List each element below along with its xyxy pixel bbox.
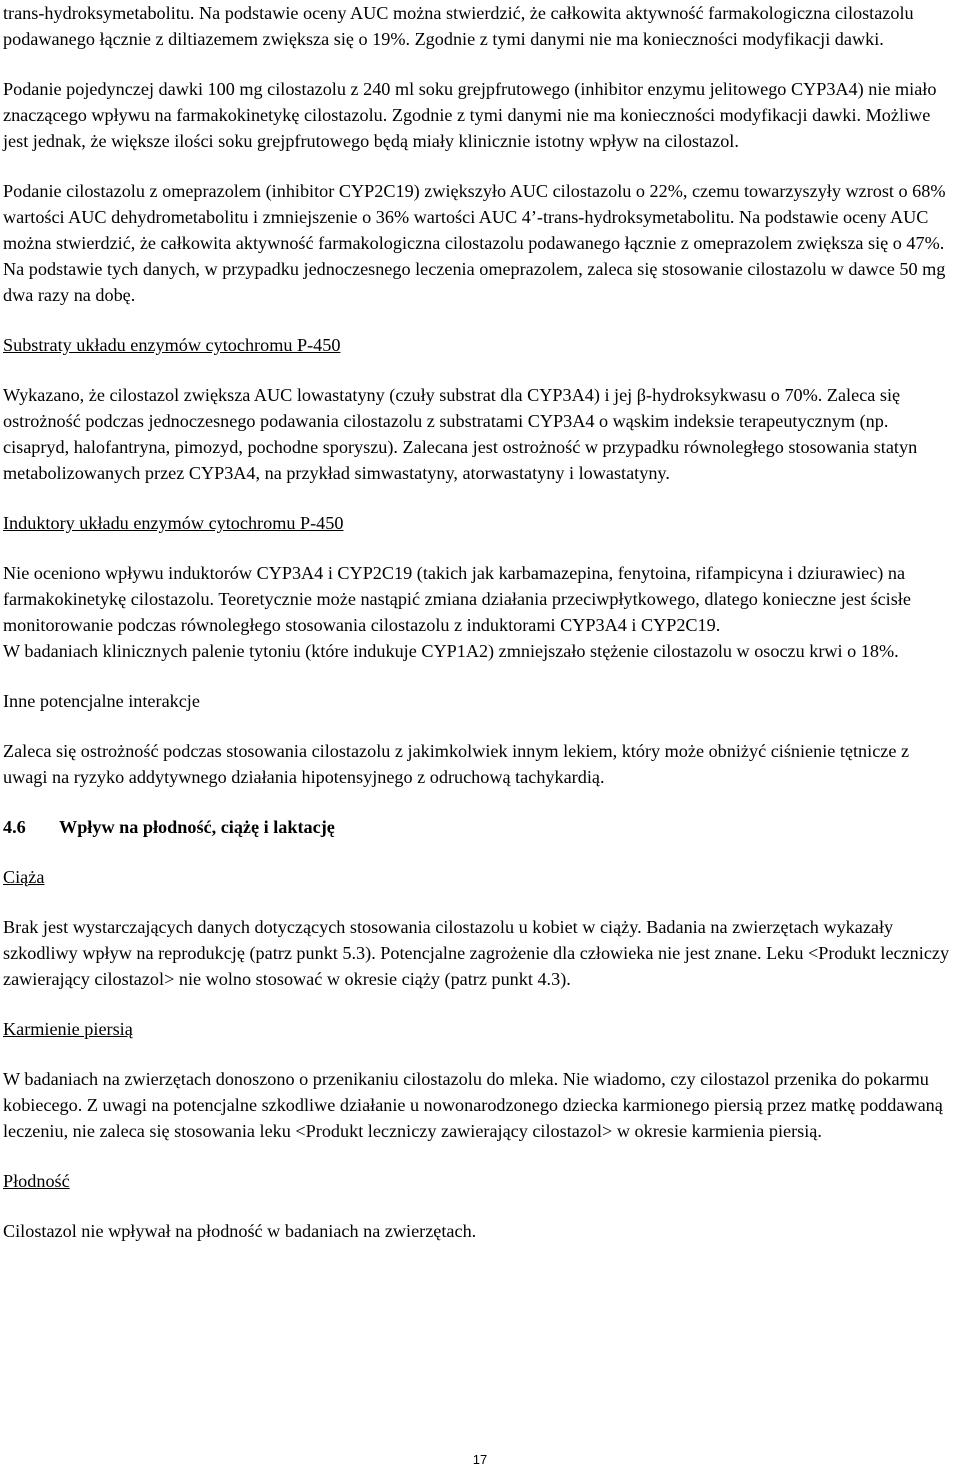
heading-breastfeeding [3, 1016, 957, 1042]
paragraph-smoking: W badaniach klinicznych palenie tytoniu (które indukuje CYP1A2) zmniejszało stężenie cilostazolu w osoczu krwi o 18%. [3, 641, 899, 661]
paragraph-grapefruit: Podanie pojedynczej dawki 100 mg cilostazolu z 240 ml soku grejpfrutowego (inhibitor enzymu jelitowego CYP3A4) nie miało znaczącego wpływu na farmakokinetykę cilostazolu. Zgodnie z tymi danymi nie ma konieczności modyfikacji dawki. Możliwe jest jednak, że większe ilości soku grejpfrutowego będą miały klinicznie istotny wpływ na cilostazol. [3, 79, 937, 151]
section-heading [3, 814, 957, 840]
page-number: 17 [472, 1452, 488, 1467]
heading-pregnancy [3, 864, 957, 890]
section-title: Wpływ na płodność, ciążę i laktację [59, 817, 335, 837]
heading-fertility-text: Płodność [3, 1171, 70, 1191]
paragraph-fertility: Cilostazol nie wpływał na płodność w badaniach na zwierzętach. [3, 1221, 477, 1241]
paragraph-diltiazem: trans-hydroksymetabolitu. Na podstawie oceny AUC można stwierdzić, że całkowita aktywność farmakologiczna cilostazolu podawanego łącznie z diltiazemem zwiększa się o 19%. Zgodnie z tymi danymi nie ma konieczności modyfikacji dawki. [3, 3, 914, 49]
heading-pregnancy-text: Ciąża [3, 867, 45, 887]
heading-breastfeeding-text: Karmienie piersią [3, 1019, 133, 1039]
heading-inducers-text: Induktory układu enzymów cytochromu P-450 [3, 513, 344, 533]
heading-other-interactions: Inne potencjalne interakcje [3, 691, 200, 711]
heading-inducers [3, 510, 957, 536]
heading-substrates [3, 332, 957, 358]
document-page [3, 0, 957, 1244]
heading-fertility [3, 1168, 957, 1194]
section-number: 4.6 [3, 817, 26, 837]
paragraph-breastfeeding: W badaniach na zwierzętach donoszono o przenikaniu cilostazolu do mleka. Nie wiadomo, czy cilostazol przenika do pokarmu kobiecego. Z uwagi na potencjalne szkodliwe działanie u nowonarodzonego dziecka karmionego piersią przez matkę poddawaną leczeniu, nie zaleca się stosowania leku <Produkt leczniczy zawierający cilostazol> w okresie karmienia piersią. [3, 1069, 943, 1141]
paragraph-inducers: Nie oceniono wpływu induktorów CYP3A4 i CYP2C19 (takich jak karbamazepina, fenytoina, rifampicyna i dziurawiec) na farmakokinetykę cilostazolu. Teoretycznie może nastąpić zmiana działania przeciwpłytkowego, dlatego konieczne jest ścisłe monitorowanie podczas równoległego stosowania cilostazolu z induktorami CYP3A4 i CYP2C19. [3, 563, 911, 635]
paragraph-other-interactions: Zaleca się ostrożność podczas stosowania cilostazolu z jakimkolwiek innym lekiem, który może obniżyć ciśnienie tętnicze z uwagi na ryzyko addytywnego działania hipotensyjnego z odruchową tachykardią. [3, 741, 910, 787]
paragraph-substrates: Wykazano, że cilostazol zwiększa AUC lowastatyny (czuły substrat dla CYP3A4) i jej β-hydroksykwasu o 70%. Zaleca się ostrożność podczas jednoczesnego podawania cilostazolu z substratami CYP3A4 o wąskim indeksie terapeutycznym (np. cisapryd, halofantryna, pimozyd, pochodne sporyszu). Zalecana jest ostrożność w przypadku równoległego stosowania statyn metabolizowanych przez CYP3A4, na przykład simwastatyny, atorwastatyny i lowastatyny. [3, 385, 918, 483]
paragraph-omeprazole: Podanie cilostazolu z omeprazolem (inhibitor CYP2C19) zwiększyło AUC cilostazolu o 22%, czemu towarzyszyły wzrost o 68% wartości AUC dehydrometabolitu i zmniejszenie o 36% wartości AUC 4’-trans-hydroksymetabolitu. Na podstawie oceny AUC można stwierdzić, że całkowita aktywność farmakologiczna cilostazolu podawanego łącznie z omeprazolem zwiększa się o 47%. Na podstawie tych danych, w przypadku jednoczesnego leczenia omeprazolem, zaleca się stosowanie cilostazolu w dawce 50 mg dwa razy na dobę. [3, 181, 946, 305]
heading-substrates-text: Substraty układu enzymów cytochromu P-450 [3, 335, 341, 355]
paragraph-pregnancy: Brak jest wystarczających danych dotyczących stosowania cilostazolu u kobiet w ciąży. Badania na zwierzętach wykazały szkodliwy wpływ na reprodukcję (patrz punkt 5.3). Potencjalne zagrożenie dla człowieka nie jest znane. Leku <Produkt leczniczy zawierający cilostazol> nie wolno stosować w okresie ciąży (patrz punkt 4.3). [3, 917, 950, 989]
